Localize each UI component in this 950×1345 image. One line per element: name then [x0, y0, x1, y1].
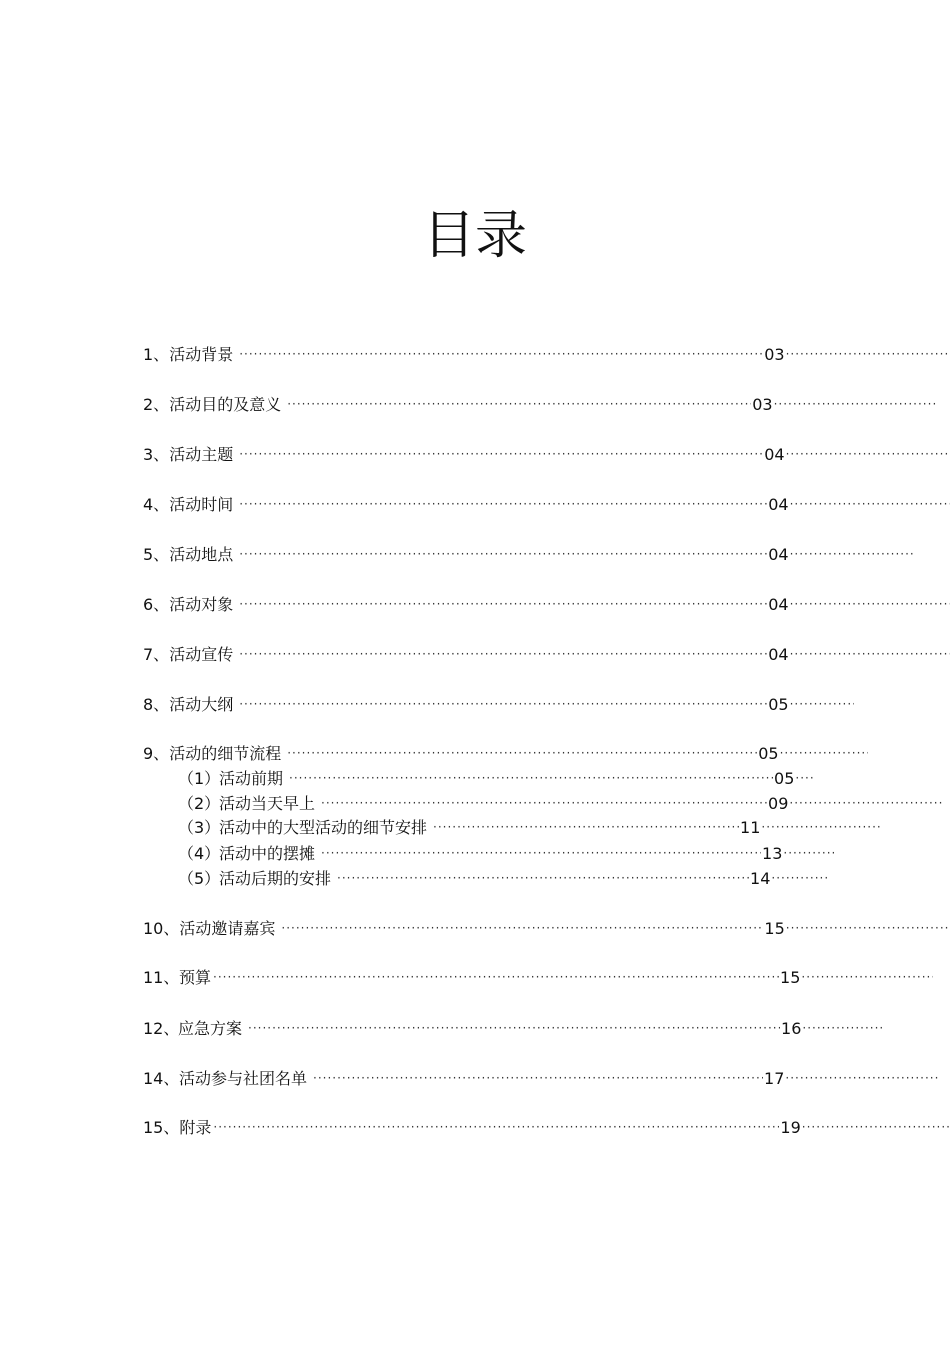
entry-title: 预算 — [179, 968, 212, 987]
page-number: 04 — [768, 545, 789, 564]
dot-leader — [790, 544, 914, 565]
entry-number: （3） — [178, 818, 221, 837]
entry-number: 7、 — [143, 645, 170, 664]
page-number: 13 — [762, 844, 783, 863]
entry-title: 活动中的摆摊 — [219, 844, 316, 863]
dot-leader — [433, 817, 739, 838]
page-number: 17 — [764, 1069, 785, 1088]
entry-number: （1） — [178, 769, 221, 788]
page-number: 19 — [780, 1118, 801, 1137]
dot-leader — [239, 344, 763, 365]
entry-title: 活动后期的安排 — [219, 869, 332, 888]
dot-leader — [790, 694, 854, 715]
entry-title: 应急方案 — [178, 1019, 243, 1038]
dot-leader — [786, 344, 950, 365]
page-number: 14 — [750, 869, 771, 888]
entry-title: 附录 — [179, 1118, 212, 1137]
dot-leader — [213, 967, 779, 988]
page-number: 09 — [768, 794, 789, 813]
entry-number: 4、 — [143, 495, 170, 514]
entry-number: （4） — [178, 844, 221, 863]
toc-entry-5[interactable] — [143, 544, 914, 566]
page-number: 03 — [764, 345, 785, 364]
page-number: 04 — [764, 445, 785, 464]
entry-title: 活动背景 — [169, 345, 234, 364]
dot-leader — [790, 594, 950, 615]
toc-entry-11[interactable] — [143, 967, 933, 989]
dot-leader — [802, 1018, 884, 1039]
page-number: 16 — [781, 1019, 802, 1038]
entry-number: 3、 — [143, 445, 170, 464]
page-number: 03 — [752, 395, 773, 414]
dot-leader — [239, 544, 767, 565]
toc-entry-14[interactable] — [143, 1068, 940, 1090]
dot-leader — [321, 793, 767, 814]
page-number: 05 — [758, 744, 779, 763]
dot-leader — [287, 394, 751, 415]
toc-subentry-3[interactable] — [178, 817, 882, 839]
entry-number: 6、 — [143, 595, 170, 614]
dot-leader — [785, 1068, 940, 1089]
entry-title: 活动主题 — [169, 445, 234, 464]
entry-title: 活动对象 — [169, 595, 234, 614]
dot-leader — [248, 1018, 780, 1039]
page-number: 04 — [768, 595, 789, 614]
entry-number: 10、 — [143, 919, 180, 938]
entry-title: 活动邀请嘉宾 — [179, 919, 276, 938]
entry-title: 活动中的大型活动的细节安排 — [219, 818, 428, 837]
entry-title: 活动的细节流程 — [169, 744, 282, 763]
dot-leader — [239, 444, 763, 465]
dot-leader — [239, 594, 767, 615]
entry-number: 12、 — [143, 1019, 180, 1038]
dot-leader — [790, 644, 950, 665]
entry-number: 5、 — [143, 545, 170, 564]
toc-entry-2[interactable] — [143, 394, 937, 416]
entry-number: （2） — [178, 794, 221, 813]
dot-leader — [783, 843, 834, 864]
dot-leader — [780, 743, 868, 764]
toc-subentry-1[interactable] — [178, 768, 814, 790]
toc-entry-3[interactable] — [143, 444, 950, 466]
page-number: 11 — [740, 818, 761, 837]
dot-leader — [239, 644, 767, 665]
page-number: 15 — [780, 968, 801, 987]
entry-title: 活动参与社团名单 — [179, 1069, 308, 1088]
dot-leader — [786, 918, 950, 939]
dot-leader — [239, 494, 767, 515]
entry-title: 活动时间 — [169, 495, 234, 514]
entry-number: 8、 — [143, 695, 170, 714]
toc-entry-8[interactable] — [143, 694, 854, 716]
toc-subentry-2[interactable] — [178, 793, 944, 815]
dot-leader — [761, 817, 882, 838]
dot-leader — [786, 444, 950, 465]
toc-entry-10[interactable] — [143, 918, 950, 940]
dot-leader — [213, 1117, 779, 1138]
page-number: 04 — [768, 495, 789, 514]
dot-leader — [771, 868, 830, 889]
dot-leader — [239, 694, 767, 715]
entry-number: 1、 — [143, 345, 170, 364]
page-number: 15 — [764, 919, 785, 938]
dot-leader — [337, 868, 749, 889]
page-number: 04 — [768, 645, 789, 664]
dot-leader — [287, 743, 757, 764]
dot-leader — [321, 843, 761, 864]
entry-number: 11、 — [143, 968, 180, 987]
toc-subentry-4[interactable] — [178, 843, 834, 865]
entry-title: 活动前期 — [219, 769, 284, 788]
dot-leader — [289, 768, 773, 789]
dot-leader — [789, 793, 944, 814]
entry-number: 14、 — [143, 1069, 180, 1088]
dot-leader — [281, 918, 763, 939]
entry-number: 15、 — [143, 1118, 180, 1137]
page-title: 目录 — [422, 206, 527, 266]
page-number: 05 — [774, 769, 795, 788]
dot-leader — [795, 768, 814, 789]
page-number: 05 — [768, 695, 789, 714]
dot-leader — [313, 1068, 763, 1089]
toc-entry-1[interactable] — [143, 344, 950, 366]
entry-title: 活动大纲 — [169, 695, 234, 714]
toc-entry-9[interactable] — [143, 743, 868, 765]
entry-title: 活动当天早上 — [219, 794, 316, 813]
entry-number: 9、 — [143, 744, 170, 763]
entry-title: 活动目的及意义 — [169, 395, 282, 414]
entry-number: （5） — [178, 869, 221, 888]
dot-leader — [774, 394, 937, 415]
dot-leader — [801, 967, 933, 988]
entry-title: 活动地点 — [169, 545, 234, 564]
dot-leader — [802, 1117, 950, 1138]
toc-entry-7[interactable] — [143, 644, 950, 666]
toc-entry-15[interactable] — [143, 1117, 950, 1139]
entry-title: 活动宣传 — [169, 645, 234, 664]
dot-leader — [790, 494, 950, 515]
entry-number: 2、 — [143, 395, 170, 414]
toc-entry-6[interactable] — [143, 594, 950, 616]
toc-subentry-5[interactable] — [178, 868, 830, 890]
toc-entry-4[interactable] — [143, 494, 950, 516]
toc-entry-12[interactable] — [143, 1018, 884, 1040]
